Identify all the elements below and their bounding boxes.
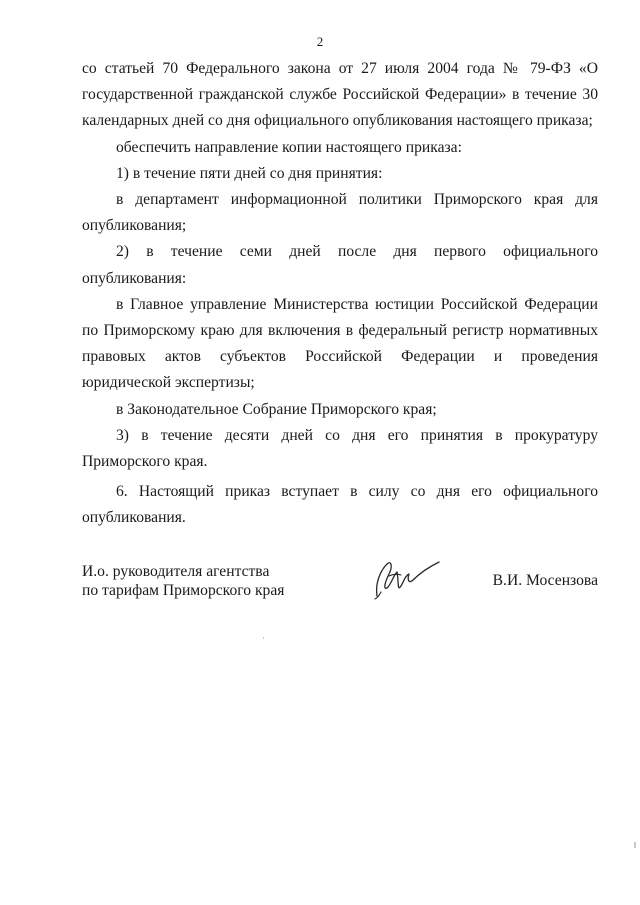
handwritten-signature-icon — [367, 552, 442, 602]
paragraph-copy-distribution: обеспечить направление копии настоящего приказа: — [116, 138, 462, 156]
paragraph-legislative-assembly: в Законодательное Собрание Приморского края; — [116, 400, 437, 418]
paragraph-ministry-of-justice: в Главное управление Министерства юстиции Российской Федерации по Приморскому краю для включения в федеральный регистр нормативных правовых актов субъектов Российской Федерации и проведения юридической экспертизы; — [82, 295, 598, 392]
signatory-title-line2: по тарифам Приморского края — [82, 582, 285, 599]
page-number: 2 — [316, 34, 324, 49]
scan-speck — [263, 637, 264, 639]
paragraph-seven-days: 2) в течение семи дней после дня первого официального опубликования: — [82, 243, 598, 287]
signature-block — [82, 562, 598, 622]
scan-edge-mark — [634, 842, 636, 848]
document-body — [82, 56, 598, 532]
signatory-title-line1: И.о. руководителя агентства — [82, 563, 270, 580]
paragraph-five-days: 1) в течение пяти дней со дня принятия: — [116, 164, 383, 182]
signatory-title — [82, 562, 284, 600]
paragraph-law-reference: со статьей 70 Федерального закона от 27 июля 2004 года № 79-ФЗ «О государственной гражданской службе Российской Федерации» в течение 30 календарных дней со дня официального опубликования настоящего приказа; — [82, 60, 598, 130]
paragraph-effective-date: 6. Настоящий приказ вступает в силу со дня его официального опубликования. — [82, 483, 598, 527]
paragraph-ten-days-prosecutor: 3) в течение десяти дней со дня его принятия в прокуратуру Приморского края. — [82, 426, 598, 471]
paragraph-information-policy-dept: в департамент информационной политики Приморского края для опубликования; — [82, 191, 598, 235]
signatory-name: В.И. Мосензова — [492, 572, 598, 589]
